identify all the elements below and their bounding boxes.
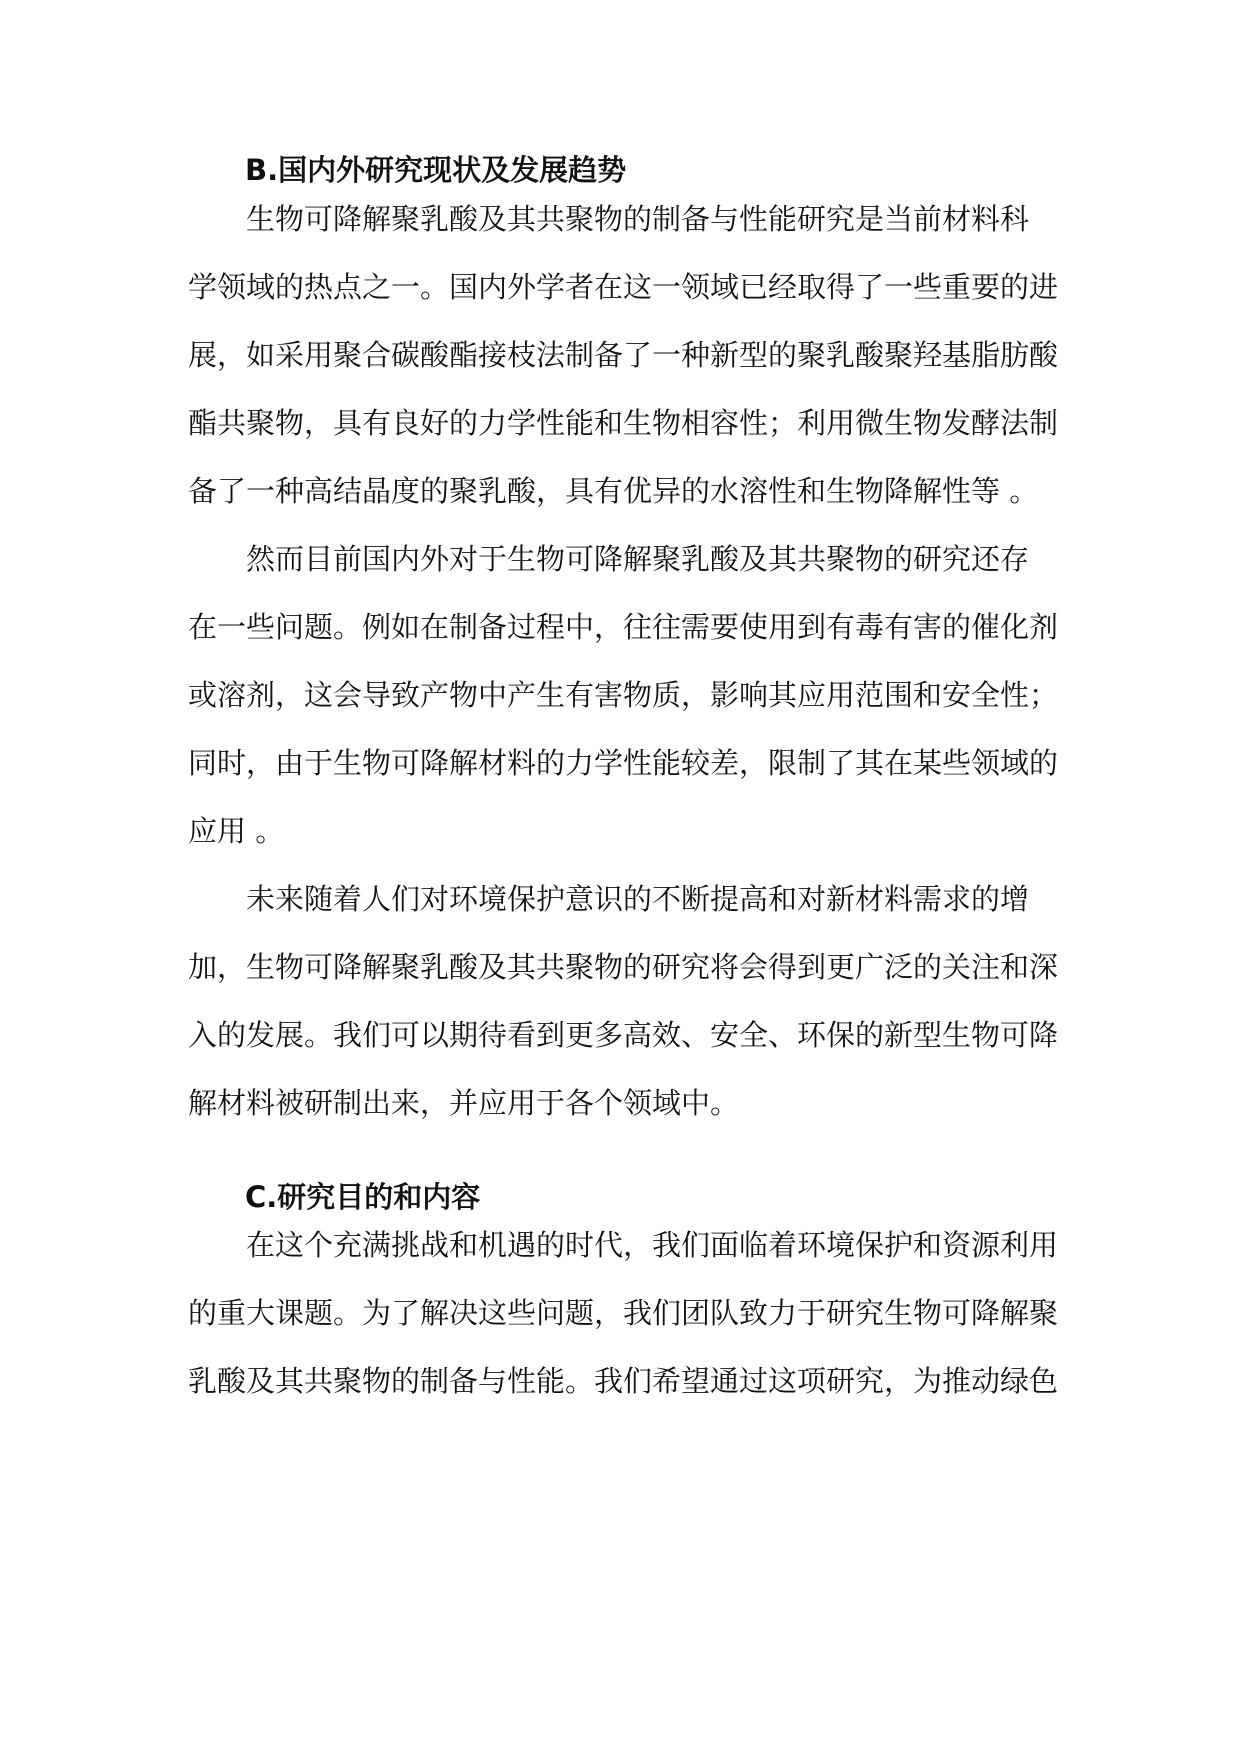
section-c-heading: C.研究目的和内容 (245, 1180, 481, 1214)
paragraph-line: 在这个充满挑战和机遇的时代，我们面临着环境保护和资源利用 (246, 1228, 1059, 1262)
paragraph-line: 然而目前国内外对于生物可降解聚乳酸及其共聚物的研究还存 (246, 542, 1030, 576)
paragraph-line: 学领域的热点之一。国内外学者在这一领域已经取得了一些重要的进 (188, 270, 1059, 304)
paragraph-line: 解材料被研制出来，并应用于各个领域中。 (188, 1086, 740, 1120)
paragraph-line: 同时，由于生物可降解材料的力学性能较差，限制了其在某些领域的 (188, 746, 1059, 780)
paragraph-line: 生物可降解聚乳酸及其共聚物的制备与性能研究是当前材料科 (246, 202, 1030, 236)
paragraph-line: 加，生物可降解聚乳酸及其共聚物的研究将会得到更广泛的关注和深 (188, 950, 1059, 984)
paragraph-line: 应用 。 (188, 814, 285, 848)
paragraph-line: 入的发展。我们可以期待看到更多高效、安全、环保的新型生物可降 (188, 1018, 1059, 1052)
paragraph-line: 或溶剂，这会导致产物中产生有害物质，影响其应用范围和安全性； (188, 678, 1059, 712)
paragraph-line: 在一些问题。例如在制备过程中，往往需要使用到有毒有害的催化剂 (188, 610, 1059, 644)
paragraph-line: 展，如采用聚合碳酸酯接枝法制备了一种新型的聚乳酸聚羟基脂肪酸 (188, 338, 1059, 372)
section-b-heading: B.国内外研究现状及发展趋势 (245, 153, 627, 187)
paragraph-line: 酯共聚物，具有良好的力学性能和生物相容性；利用微生物发酵法制 (188, 406, 1059, 440)
paragraph-line: 乳酸及其共聚物的制备与性能。我们希望通过这项研究，为推动绿色 (188, 1364, 1059, 1398)
paragraph-line: 备了一种高结晶度的聚乳酸，具有优异的水溶性和生物降解性等 。 (188, 474, 1039, 508)
paragraph-line: 未来随着人们对环境保护意识的不断提高和对新材料需求的增 (246, 882, 1030, 916)
paragraph-line: 的重大课题。为了解决这些问题，我们团队致力于研究生物可降解聚 (188, 1296, 1059, 1330)
